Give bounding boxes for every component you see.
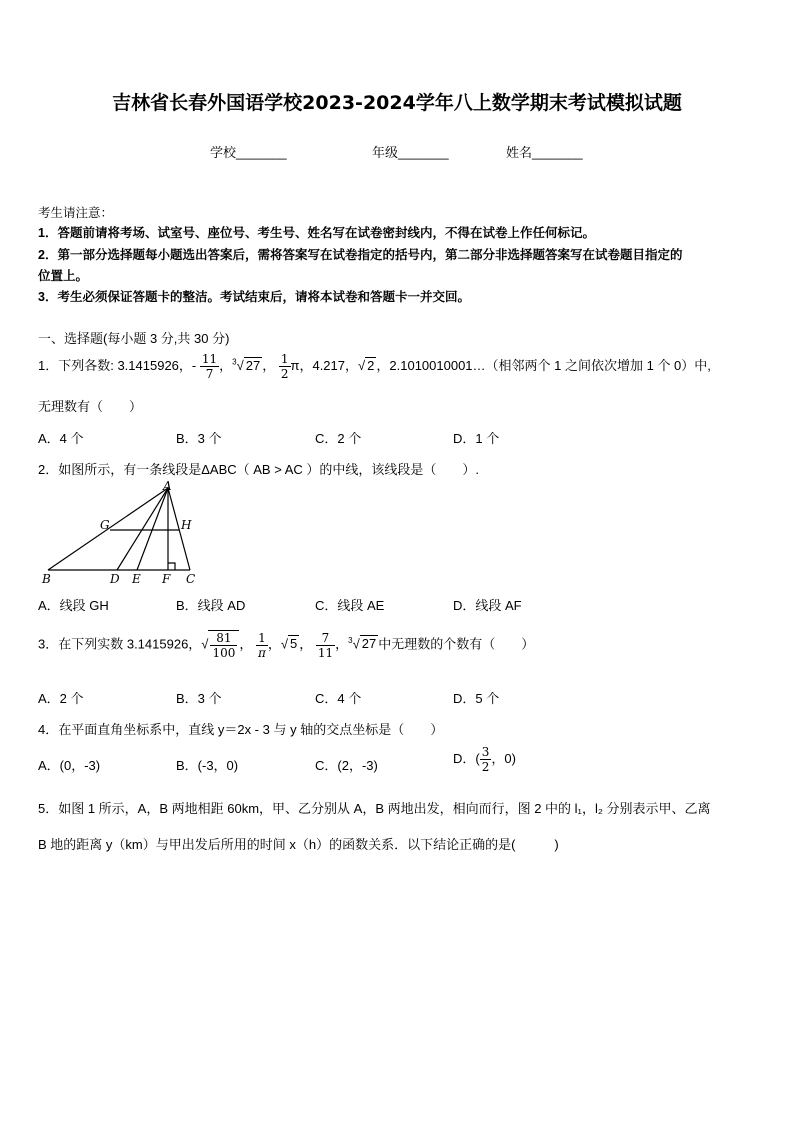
question-3: 3．在下列实数 3.1415926，√ $\frac{81}{100}$ ， $\frac{1}{\pi}$ ，√ 5 ， $\frac{7}{11}$ ，$^3$√ 27 中无理数的个数有（ ）: [38, 630, 535, 660]
question-1: 1．下列各数: 3.1415926，- $\frac{11}{7}$ ，$^3$√ 27 ， $\frac{1}{2}$ π，4.217，√ 2 ，2.1010010001…（相邻两个 1 之间依次增加 1 个 0）中,: [38, 352, 711, 381]
school-field[interactable]: 学校_______: [210, 145, 287, 160]
q3-fraction-1: $\frac{1}{\pi}$: [257, 630, 266, 660]
q3-option-a[interactable]: A．2 个: [38, 691, 84, 706]
segment-ad: [117, 488, 168, 570]
q1-fraction-2: $\frac{1}{2}$: [280, 352, 289, 381]
q1-option-d[interactable]: D．1 个: [453, 431, 500, 446]
q4-option-c[interactable]: C．(2，-3): [315, 758, 378, 773]
q1-option-b[interactable]: B．3 个: [176, 431, 222, 446]
q1-lead: 1．下列各数: 3.1415926，-: [38, 357, 197, 373]
q2-option-c[interactable]: C．线段 AE: [315, 598, 385, 613]
name-field[interactable]: 姓名_______: [506, 145, 583, 160]
q3-option-d[interactable]: D．5 个: [453, 691, 500, 706]
notice-item-1: 1．答题前请将考场、试室号、座位号、考生号、姓名写在试卷密封线内，不得在试卷上作任何标记。: [38, 226, 595, 240]
q1-option-c[interactable]: C．2 个: [315, 431, 362, 446]
q1-cube-root: 27: [245, 357, 261, 373]
notice-item-2: 2．第一部分选择题每小题选出答案后，需将答案写在试卷指定的括号内，第二部分非选择题答案写在试卷题目指定的: [38, 248, 683, 262]
label-g: G: [100, 518, 110, 532]
q1-fraction-1: $\frac{11}{7}$: [201, 352, 218, 381]
q4-fraction: $\frac{3}{2}$: [481, 745, 490, 774]
q3-sqrt-5: 5: [290, 636, 298, 652]
q2-option-d[interactable]: D．线段 AF: [453, 598, 522, 613]
section-heading: 一、选择题(每小题 3 分,共 30 分): [38, 331, 230, 346]
q3-sqrt-fraction: $\frac{81}{100}$: [208, 630, 239, 660]
label-c: C: [186, 572, 196, 586]
question-2: 2．如图所示，有一条线段是ΔABC（ AB > AC ）的中线，该线段是（ ）.: [38, 462, 479, 477]
q2-option-b[interactable]: B．线段 AD: [176, 598, 246, 613]
grade-field[interactable]: 年级_______: [372, 145, 449, 160]
segment-ae: [137, 488, 168, 570]
question-5-line-2: B 地的距离 y（km）与甲出发后所用的时间 x（h）的函数关系．以下结论正确的是( ): [38, 837, 559, 852]
q4-option-b[interactable]: B．(-3，0): [176, 758, 239, 773]
notice-item-2-cont: 位置上。: [38, 269, 89, 283]
question-5-line-1: 5．如图 1 所示，A，B 两地相距 60km，甲、乙分别从 A，B 两地出发，相向而行，图 2 中的 l₁，l₂ 分别表示甲、乙离: [38, 801, 711, 816]
triangle-figure: [38, 478, 208, 586]
q2-option-a[interactable]: A．线段 GH: [38, 598, 109, 613]
label-e: E: [132, 572, 141, 586]
label-d: D: [110, 572, 120, 586]
question-4: 4．在平面直角坐标系中，直线 y＝2x - 3 与 y 轴的交点坐标是（ ）: [38, 722, 444, 737]
q1-option-a[interactable]: A．4 个: [38, 431, 84, 446]
q3-fraction-2: $\frac{7}{11}$: [317, 630, 334, 660]
label-h: H: [181, 518, 192, 532]
q1-line2: 无理数有（ ）: [38, 399, 143, 414]
notice-item-3: 3．考生必须保证答题卡的整洁。考试结束后，请将本试卷和答题卡一并交回。: [38, 290, 470, 304]
q3-option-c[interactable]: C．4 个: [315, 691, 362, 706]
label-b: B: [42, 572, 51, 586]
q3-option-b[interactable]: B．3 个: [176, 691, 222, 706]
q3-cube-root: 27: [361, 636, 377, 652]
q4-option-d[interactable]: D．( $\frac{3}{2}$ ，0): [453, 745, 516, 774]
label-f: F: [162, 572, 171, 586]
notice-heading: 考生请注意：: [38, 206, 114, 220]
q1-sqrt: 2: [367, 357, 375, 373]
right-angle-mark: [168, 563, 175, 570]
label-a: A: [163, 479, 172, 493]
q4-option-a[interactable]: A．(0，-3): [38, 758, 101, 773]
page-title: 吉林省长春外国语学校2023-2024学年八上数学期末考试模拟试题: [112, 92, 682, 114]
